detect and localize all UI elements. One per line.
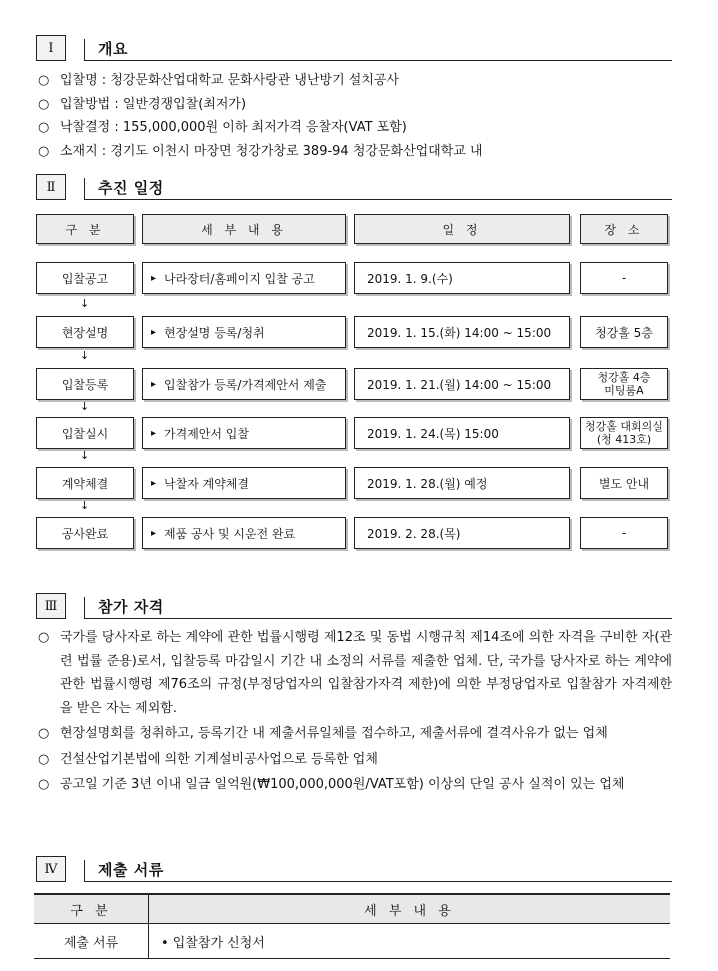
schedule-detail: ▸ 낙찰자 계약체결 (142, 467, 346, 499)
arrow-down-icon: ↓ (80, 400, 90, 413)
schedule-header-detail: 세 부 내 용 (142, 214, 346, 244)
list-item: ○ 현장설명회를 청취하고, 등록기간 내 제출서류일체를 접수하고, 제출서류에 결격사유가 없는 업체 (38, 726, 608, 741)
section-heading-overview (36, 35, 672, 61)
heading-divider (84, 860, 85, 882)
list-item: ○ 건설산업기본법에 의한 기계설비공사업으로 등록한 업체 (38, 751, 378, 767)
documents-table (34, 893, 670, 959)
schedule-date: 2019. 1. 21.(월) 14:00 ~ 15:00 (354, 368, 570, 400)
section-heading-schedule (36, 174, 672, 200)
list-item: ○ 입찰명 : 청강문화산업대학교 문화사랑관 냉난방기 설치공사 (38, 73, 399, 88)
schedule-detail: ▸ 현장설명 등록/청취 (142, 316, 346, 348)
schedule-date: 2019. 2. 28.(목) (354, 517, 570, 549)
section-number: Ⅲ (36, 593, 66, 619)
schedule-category: 계약체결 (36, 467, 134, 499)
heading-divider (84, 178, 85, 200)
arrow-down-icon: ↓ (80, 499, 90, 512)
schedule-date: 2019. 1. 9.(수) (354, 262, 570, 294)
qualification-list (38, 626, 672, 799)
heading-underline (84, 60, 672, 61)
schedule-header-category: 구 분 (36, 214, 134, 244)
schedule-detail: ▸ 나라장터/홈페이지 입찰 공고 (142, 262, 346, 294)
schedule-category: 입찰공고 (36, 262, 134, 294)
section-number: Ⅰ (36, 35, 66, 61)
schedule-detail: ▸ 제품 공사 및 시운전 완료 (142, 517, 346, 549)
section-title: 개요 (98, 40, 128, 58)
arrow-down-icon: ↓ (80, 349, 90, 362)
schedule-place: - (580, 517, 668, 549)
heading-underline (84, 881, 672, 882)
section-heading-qualification (36, 593, 672, 619)
list-item: ○ 국가를 당사자로 하는 계약에 관한 법률시행령 제12조 및 동법 시행규칙 제14조에 의한 자격을 구비한 자(관련 법률 준용)로서, 입찰등록 마감일시 기간 내 소정의 서류를 제출한 업체. 단, 국가를 당사자로 하는 계약에 관한 법률시행령 제76조의 규정(부정당업자의 입찰참가자격 제한)에 의한 부정당업자로 입찰참가 자격제한을 받은 자는 제외함. (38, 630, 672, 716)
schedule-date: 2019. 1. 15.(화) 14:00 ~ 15:00 (354, 316, 570, 348)
schedule-header-date: 일 정 (354, 214, 570, 244)
table-header-row (34, 894, 670, 924)
schedule-header-place: 장 소 (580, 214, 668, 244)
heading-underline (84, 199, 672, 200)
schedule-date: 2019. 1. 28.(월) 예정 (354, 467, 570, 499)
arrow-down-icon: ↓ (80, 297, 90, 310)
overview-list (38, 69, 678, 163)
schedule-place: 별도 안내 (580, 467, 668, 499)
heading-divider (84, 597, 85, 619)
section-number: Ⅳ (36, 856, 66, 882)
schedule-category: 현장설명 (36, 316, 134, 348)
schedule-detail: ▸ 가격제안서 입찰 (142, 417, 346, 449)
table-row (34, 924, 670, 959)
list-item: ○ 입찰방법 : 일반경쟁입찰(최저가) (38, 96, 247, 112)
section-title: 참가 자격 (98, 598, 164, 616)
table-cell-detail: • 입찰참가 신청서 (149, 924, 671, 959)
section-number: Ⅱ (36, 174, 66, 200)
list-item: ○ 공고일 기준 3년 이내 일금 일억원(₩100,000,000원/VAT포함) 이상의 단일 공사 실적이 있는 업체 (38, 777, 625, 792)
table-header-detail: 세 부 내 용 (149, 894, 671, 924)
section-heading-documents (36, 856, 672, 882)
schedule-place: 청강홀 대회의실 (청 413호) (580, 417, 668, 449)
section-title: 제출 서류 (98, 861, 164, 879)
heading-underline (84, 618, 672, 619)
list-item: ○ 낙찰결정 : 155,000,000원 이하 최저가격 응찰자(VAT 포함) (38, 120, 407, 135)
heading-divider (84, 39, 85, 61)
schedule-category: 입찰실시 (36, 417, 134, 449)
schedule-place: 청강홀 4층 미팅룸A (580, 368, 668, 400)
schedule-place: 청강홀 5층 (580, 316, 668, 348)
schedule-category: 공사완료 (36, 517, 134, 549)
section-title: 추진 일정 (98, 179, 164, 197)
schedule-category: 입찰등록 (36, 368, 134, 400)
schedule-detail: ▸ 입찰참가 등록/가격제안서 제출 (142, 368, 346, 400)
list-item: ○ 소재지 : 경기도 이천시 마장면 청강가창로 389-94 청강문화산업대학교 내 (38, 143, 483, 159)
schedule-place: - (580, 262, 668, 294)
arrow-down-icon: ↓ (80, 449, 90, 462)
schedule-date: 2019. 1. 24.(목) 15:00 (354, 417, 570, 449)
table-cell-category: 제출 서류 (34, 924, 149, 959)
table-header-category: 구 분 (34, 894, 149, 924)
